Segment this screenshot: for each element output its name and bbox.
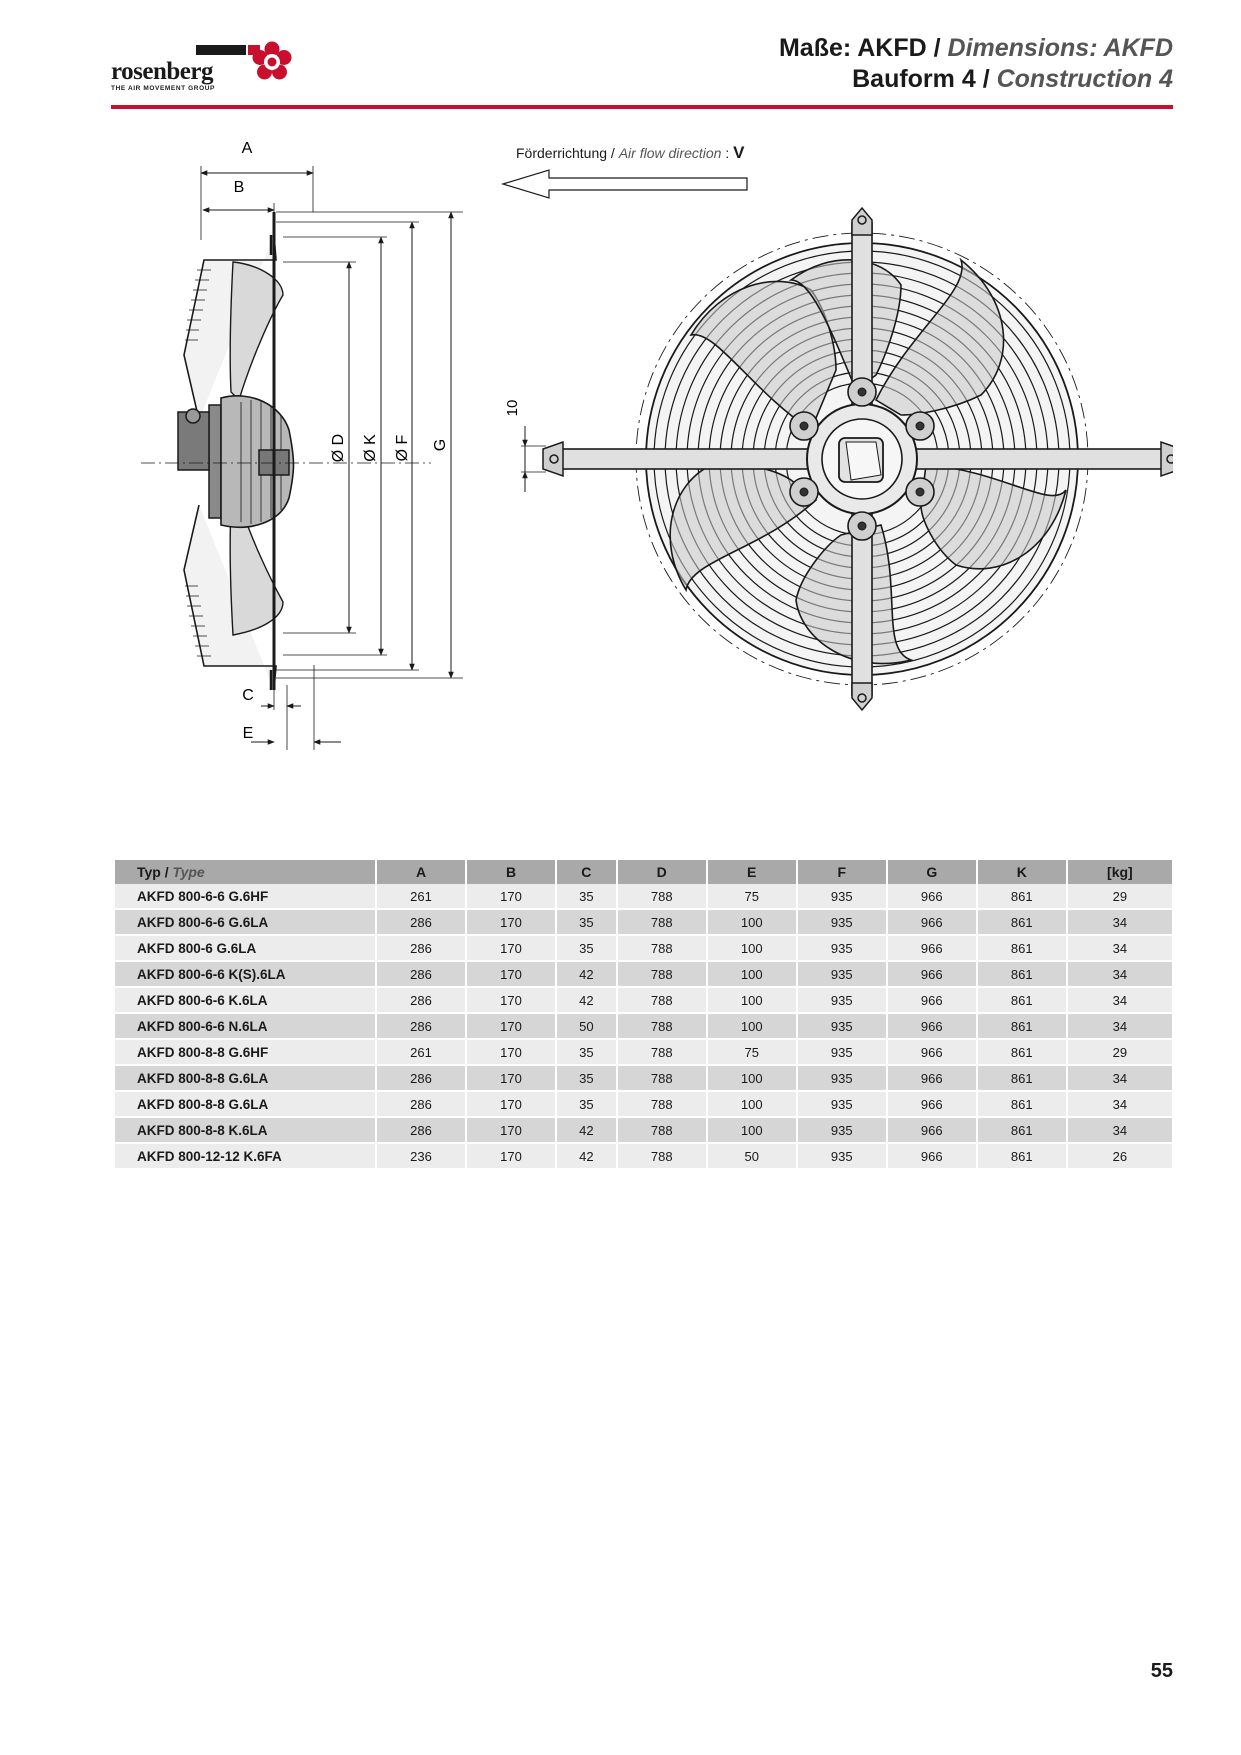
dim-label-e: E	[242, 725, 254, 742]
cell-e: 75	[708, 884, 796, 910]
cell-d: 788	[618, 1066, 706, 1092]
cell-e: 100	[708, 962, 796, 988]
dim-label-d: Ø D	[330, 433, 347, 463]
cell-f: 935	[798, 910, 886, 936]
table-row	[115, 1118, 1172, 1144]
cell-weight: 34	[1068, 910, 1172, 936]
cell-k: 861	[978, 1066, 1066, 1092]
cell-type: AKFD 800-8-8 G.6HF	[115, 1040, 375, 1066]
cell-d: 788	[618, 1118, 706, 1144]
airflow-label-en: Air flow direction	[618, 145, 722, 161]
technical-drawing	[111, 130, 1173, 850]
cell-f: 935	[798, 884, 886, 910]
col-header-type-de: Typ /	[137, 864, 169, 880]
cell-f: 935	[798, 988, 886, 1014]
dim-label-a: A	[241, 140, 253, 157]
cell-weight: 34	[1068, 936, 1172, 962]
cell-weight: 34	[1068, 1118, 1172, 1144]
airflow-label-de: Förderrichtung /	[516, 145, 615, 161]
cell-a: 286	[377, 1014, 465, 1040]
cell-b: 170	[467, 1118, 555, 1144]
cell-weight: 34	[1068, 1014, 1172, 1040]
header-divider	[111, 105, 1173, 109]
cell-weight: 34	[1068, 1066, 1172, 1092]
col-header-type-en: Type	[172, 864, 205, 880]
logo-wordmark: rosenberg	[111, 58, 213, 85]
cell-k: 861	[978, 962, 1066, 988]
airflow-arrow-icon	[503, 170, 747, 198]
table-row	[115, 1092, 1172, 1118]
cell-e: 100	[708, 1066, 796, 1092]
airflow-sep: :	[725, 145, 730, 161]
cell-weight: 29	[1068, 884, 1172, 910]
table-row	[115, 910, 1172, 936]
cell-c: 35	[557, 1092, 616, 1118]
cell-type: AKFD 800-6-6 G.6LA	[115, 910, 375, 936]
cell-type: AKFD 800-6-6 N.6LA	[115, 1014, 375, 1040]
cell-g: 966	[888, 1040, 976, 1066]
cell-k: 861	[978, 910, 1066, 936]
cell-a: 236	[377, 1144, 465, 1170]
cell-a: 286	[377, 910, 465, 936]
table-row	[115, 936, 1172, 962]
col-header-a: A	[377, 860, 465, 884]
cell-type: AKFD 800-6-6 K(S).6LA	[115, 962, 375, 988]
col-header-weight: [kg]	[1068, 860, 1172, 884]
cell-k: 861	[978, 1092, 1066, 1118]
cell-f: 935	[798, 962, 886, 988]
cell-e: 100	[708, 936, 796, 962]
page-number: 55	[1150, 1660, 1173, 1682]
cell-b: 170	[467, 988, 555, 1014]
cell-g: 966	[888, 884, 976, 910]
cell-c: 35	[557, 1066, 616, 1092]
cell-d: 788	[618, 884, 706, 910]
cell-a: 261	[377, 1040, 465, 1066]
cell-c: 35	[557, 1040, 616, 1066]
table-row	[115, 884, 1172, 910]
table-body	[115, 884, 1172, 1170]
cell-d: 788	[618, 962, 706, 988]
cell-c: 50	[557, 1014, 616, 1040]
rosette-icon	[251, 41, 293, 83]
cell-a: 286	[377, 988, 465, 1014]
table-row	[115, 1144, 1172, 1170]
rosenberg-logo	[111, 42, 286, 92]
cell-a: 286	[377, 1066, 465, 1092]
cell-type: AKFD 800-6 G.6LA	[115, 936, 375, 962]
cell-b: 170	[467, 884, 555, 910]
cell-a: 261	[377, 884, 465, 910]
cell-g: 966	[888, 910, 976, 936]
dim-label-c: C	[242, 687, 254, 704]
dim-label-b: B	[233, 179, 245, 196]
cell-f: 935	[798, 1144, 886, 1170]
table-row	[115, 988, 1172, 1014]
cell-f: 935	[798, 1014, 886, 1040]
cell-g: 966	[888, 1092, 976, 1118]
cell-b: 170	[467, 1040, 555, 1066]
cell-g: 966	[888, 988, 976, 1014]
cell-weight: 34	[1068, 962, 1172, 988]
cell-k: 861	[978, 1014, 1066, 1040]
dim-label-g: G	[432, 438, 449, 452]
cell-c: 42	[557, 962, 616, 988]
col-header-type	[115, 860, 375, 884]
cell-b: 170	[467, 1014, 555, 1040]
table-header-row	[115, 860, 1172, 884]
table-row	[115, 1066, 1172, 1092]
col-header-e: E	[708, 860, 796, 884]
table-row	[115, 962, 1172, 988]
cell-c: 42	[557, 1118, 616, 1144]
header-construction-de: Bauform 4 /	[852, 65, 990, 93]
dim-label-ten: 10	[504, 399, 521, 417]
cell-e: 100	[708, 1014, 796, 1040]
cell-b: 170	[467, 962, 555, 988]
cell-type: AKFD 800-8-8 G.6LA	[115, 1092, 375, 1118]
col-header-d: D	[618, 860, 706, 884]
cell-k: 861	[978, 988, 1066, 1014]
cell-a: 286	[377, 962, 465, 988]
cell-g: 966	[888, 1118, 976, 1144]
header-construction-en: Construction 4	[996, 65, 1173, 93]
cell-e: 100	[708, 988, 796, 1014]
cell-weight: 26	[1068, 1144, 1172, 1170]
dimensions-table	[113, 860, 1174, 1170]
cell-e: 100	[708, 1118, 796, 1144]
cell-type: AKFD 800-8-8 G.6LA	[115, 1066, 375, 1092]
col-header-g: G	[888, 860, 976, 884]
header-line-2	[779, 64, 1173, 95]
logo-tagline: THE AIR MOVEMENT GROUP	[111, 85, 215, 92]
cell-g: 966	[888, 1014, 976, 1040]
cell-k: 861	[978, 1040, 1066, 1066]
header-line-1	[779, 33, 1173, 64]
page-header	[779, 33, 1173, 95]
cell-g: 966	[888, 1066, 976, 1092]
cell-d: 788	[618, 1144, 706, 1170]
airflow-value: V	[733, 143, 745, 162]
cell-a: 286	[377, 936, 465, 962]
cell-d: 788	[618, 910, 706, 936]
cell-e: 50	[708, 1144, 796, 1170]
cell-type: AKFD 800-8-8 K.6LA	[115, 1118, 375, 1144]
cell-b: 170	[467, 1144, 555, 1170]
col-header-f: F	[798, 860, 886, 884]
cell-weight: 34	[1068, 988, 1172, 1014]
cell-e: 75	[708, 1040, 796, 1066]
dim-label-f: Ø F	[394, 434, 411, 462]
cell-k: 861	[978, 884, 1066, 910]
cell-b: 170	[467, 910, 555, 936]
cell-c: 35	[557, 910, 616, 936]
cell-f: 935	[798, 936, 886, 962]
cell-d: 788	[618, 1092, 706, 1118]
cell-type: AKFD 800-12-12 K.6FA	[115, 1144, 375, 1170]
cell-k: 861	[978, 1144, 1066, 1170]
header-dimensions-de: Maße: AKFD /	[778, 34, 941, 62]
cell-e: 100	[708, 1092, 796, 1118]
side-view	[141, 166, 463, 750]
cell-g: 966	[888, 936, 976, 962]
cell-k: 861	[978, 1118, 1066, 1144]
col-header-b: B	[467, 860, 555, 884]
cell-c: 42	[557, 1144, 616, 1170]
col-header-k: K	[978, 860, 1066, 884]
cell-a: 286	[377, 1118, 465, 1144]
cell-e: 100	[708, 910, 796, 936]
front-view	[521, 208, 1173, 710]
cell-type: AKFD 800-6-6 G.6HF	[115, 884, 375, 910]
cell-f: 935	[798, 1066, 886, 1092]
cell-b: 170	[467, 1092, 555, 1118]
cell-k: 861	[978, 936, 1066, 962]
logo-top-bar	[196, 45, 246, 55]
dim-label-k: Ø K	[362, 434, 379, 462]
cell-a: 286	[377, 1092, 465, 1118]
cell-f: 935	[798, 1092, 886, 1118]
cell-b: 170	[467, 1066, 555, 1092]
cell-b: 170	[467, 936, 555, 962]
cell-weight: 34	[1068, 1092, 1172, 1118]
cell-f: 935	[798, 1118, 886, 1144]
cell-c: 42	[557, 988, 616, 1014]
header-dimensions-en: Dimensions: AKFD	[947, 34, 1173, 62]
col-header-c: C	[557, 860, 616, 884]
cell-weight: 29	[1068, 1040, 1172, 1066]
cell-c: 35	[557, 884, 616, 910]
cell-f: 935	[798, 1040, 886, 1066]
cell-g: 966	[888, 962, 976, 988]
cell-type: AKFD 800-6-6 K.6LA	[115, 988, 375, 1014]
cell-c: 35	[557, 936, 616, 962]
table-row	[115, 1014, 1172, 1040]
cell-g: 966	[888, 1144, 976, 1170]
cell-d: 788	[618, 988, 706, 1014]
table-row	[115, 1040, 1172, 1066]
cell-d: 788	[618, 1014, 706, 1040]
cell-d: 788	[618, 1040, 706, 1066]
cell-d: 788	[618, 936, 706, 962]
